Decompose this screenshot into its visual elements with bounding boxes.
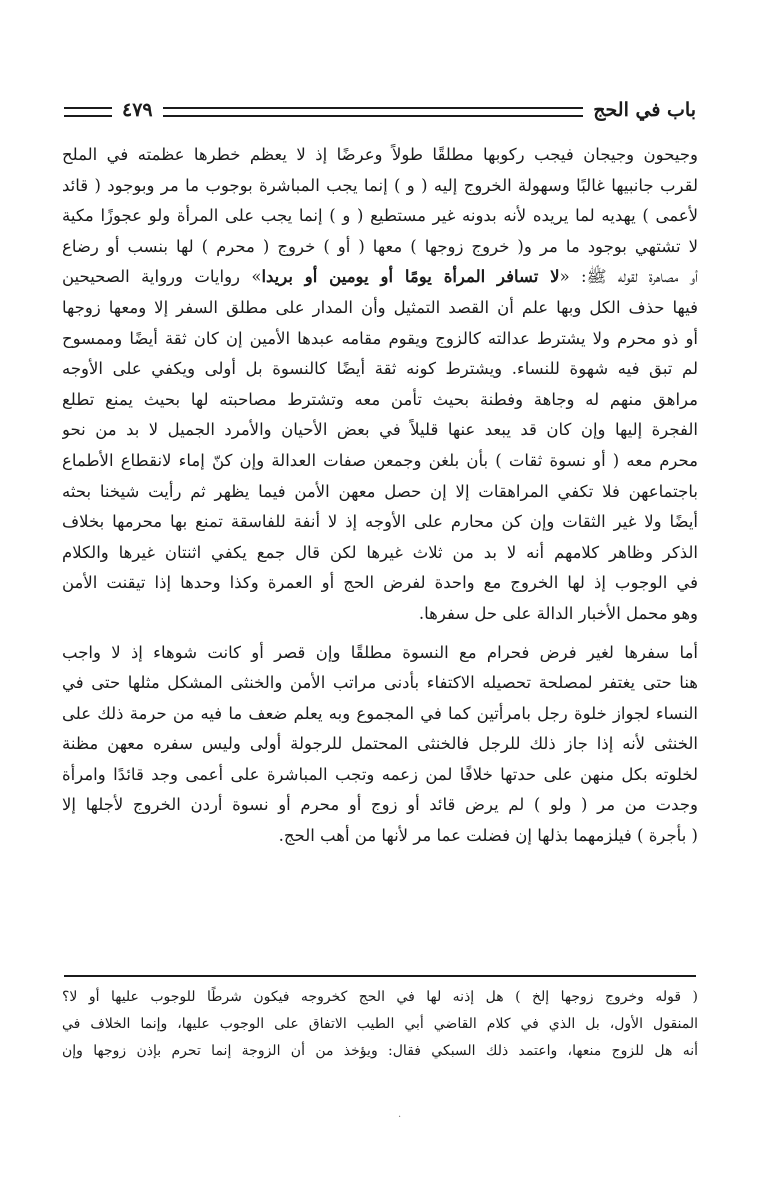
header-rule-long: [163, 107, 584, 117]
text-line: وجدت من مر ( ولو ) لم يرض قائد أو زوج أو محرم أو نسوة أردن الخروج لأجلها إلا: [62, 795, 698, 815]
text-line: لأعمى ) يهديه لما يريده لأنه بدونه غير مستطيع ( و ) إنما يجب على المرأة ولو عجوزًا مكية: [62, 206, 698, 226]
text-line: أما سفرها لغير فرض فحرام مع النسوة مطلقًا وإن قصر أو كانت شوهاء إذ لا واجب: [62, 642, 698, 662]
text-line: لم تبق فيه شهوة للنساء. ويشترط كونه ثقة أيضًا كالنسوة بل أولى ويكفي على الأوجه: [62, 359, 698, 379]
text-line: مراهق منهم له وجاهة وفطنة بحيث تأمن معه وتشترط مصاحبته لها بحيث يمنع تطلع: [62, 389, 698, 409]
footnote-separator: [64, 975, 696, 977]
text-line: الذكر وظاهر كلامهم أنه لا بد من ثلاث غيرها لكن قال جمع يكفي اثنتان غيرها والكلام: [62, 542, 698, 562]
text-line: لا تشتهي بوجود ما مر و( خروج زوجها ) معها ( أو ) خروج ( محرم ) لها بنسب أو رضاع: [62, 236, 698, 256]
footnote-line: المنقول الأول، بل الذي في كلام القاضي أبي الطيب الاتفاق على الوجوب عليها، وإنما الخلاف في: [62, 1016, 698, 1032]
header-rule-short: [64, 107, 112, 117]
paragraph-two: [62, 638, 698, 852]
text-line: فيها حذف الكل وبها علم أن القصد التمثيل وأن المدار على مطلق السفر إلا ومعها زوجها: [62, 297, 698, 317]
text-line: وهو محمل الأخبار الدالة على حل سفرها.: [418, 603, 698, 623]
text-line: وجيحون وجيجان فيجب ركوبها مطلقًا طولاً وعرضًا إذ لا يعظم خطرها عظمته في الملح: [62, 145, 698, 164]
text-line: النساء لجواز خلوة رجل بامرأتين كما في المجموع وبه يعلم ضعف ما فيه من حرمة ذلك على: [62, 703, 698, 723]
text-line: الخنثى لأنه إذا جاز ذلك للرجل فالخنثى المحتمل للرجولة أولى وليس سفره معهن مظنة: [62, 734, 698, 754]
text-line: لقرب جانبيها غالبًا وسهولة الخروج إليه ( و ) إنما يجب المباشرة بوجوب ما مر وبوجود ( قائد: [62, 175, 698, 195]
footnote-line: أنه هل للزوج منعها، واعتمد ذلك السبكي فقال: ويؤخذ من أن الزوجة إنما تحرم بإذن زوجها وإن: [62, 1043, 698, 1059]
footnote-line: ( قوله وخروج زوجها إلخ ) هل إذنه لها في الحج كخروجه فيكون شرطًا للوجوب عليها أو لا؟: [62, 989, 698, 1005]
stray-mark: ·: [398, 1112, 402, 1123]
text-line: في الوجوب إذ لها الخروج مع واحدة لفرض الحج أو العمرة وكذا وحدها إذا تيقنت الأمن: [62, 573, 698, 593]
text-line: باجتماعهن فلا تكفي المراهقات إلا إن حصل معهن الأمن فيما يظهر ثم رأيت شيخنا بحثه: [62, 481, 698, 501]
text-line: هنا حتى يغتفر لمصلحة تحصيله الاكتفاء بأدنى مراتب الأمن والخنثى المشكل مثلها حتى في: [62, 673, 698, 693]
text-line: محرم معه ( أو نسوة ثقات ) بأن بلغن وجمعن صفات العدالة وإن كنّ إماء لانقطاع الأطماع: [62, 450, 698, 470]
text-line-hadith: [62, 262, 698, 293]
hadith-quote: لا تسافر المرأة يومًا أو يومين أو بريدا: [261, 267, 560, 287]
text-line: ( بأجرة ) فيلزمهما بذلها إن فضلت عما مر لأنها من أهب الحج.: [278, 826, 698, 846]
text-line: الفجرة إليها وإن كان قد يبعد عنها قليلاً في بعض الأحيان والأمرد الجميل لا بد من نحو: [62, 420, 698, 440]
hadith-outro: » روايات ورواية الصحيحين: [62, 267, 262, 287]
text-line: أيضًا ولا غير الثقات وإن كن محارم على الأوجه إذ لا أنفة للفاسقة تمنع بها محرمها بخلاف: [62, 512, 698, 532]
text-line: أو ذو محرم ولا يشترط عدالته كالزوج ويقوم مقامه عبدها الأمين إن كان ثقة أيضًا وممسوح: [62, 328, 698, 348]
footnotes: [62, 984, 698, 1065]
running-header: [64, 96, 696, 124]
page-number: ٤٧٩: [122, 99, 153, 121]
hadith-intro: أو مصاهرة لقوله ﷺ: «: [559, 267, 698, 287]
main-text: [62, 140, 698, 852]
text-line: لخلوته بكل منهن على حدتها خلافًا لمن زعمه وتجب المباشرة على أعمى وجد قائدًا وامرأة: [62, 764, 698, 784]
chapter-title: باب في الحج: [593, 99, 696, 121]
